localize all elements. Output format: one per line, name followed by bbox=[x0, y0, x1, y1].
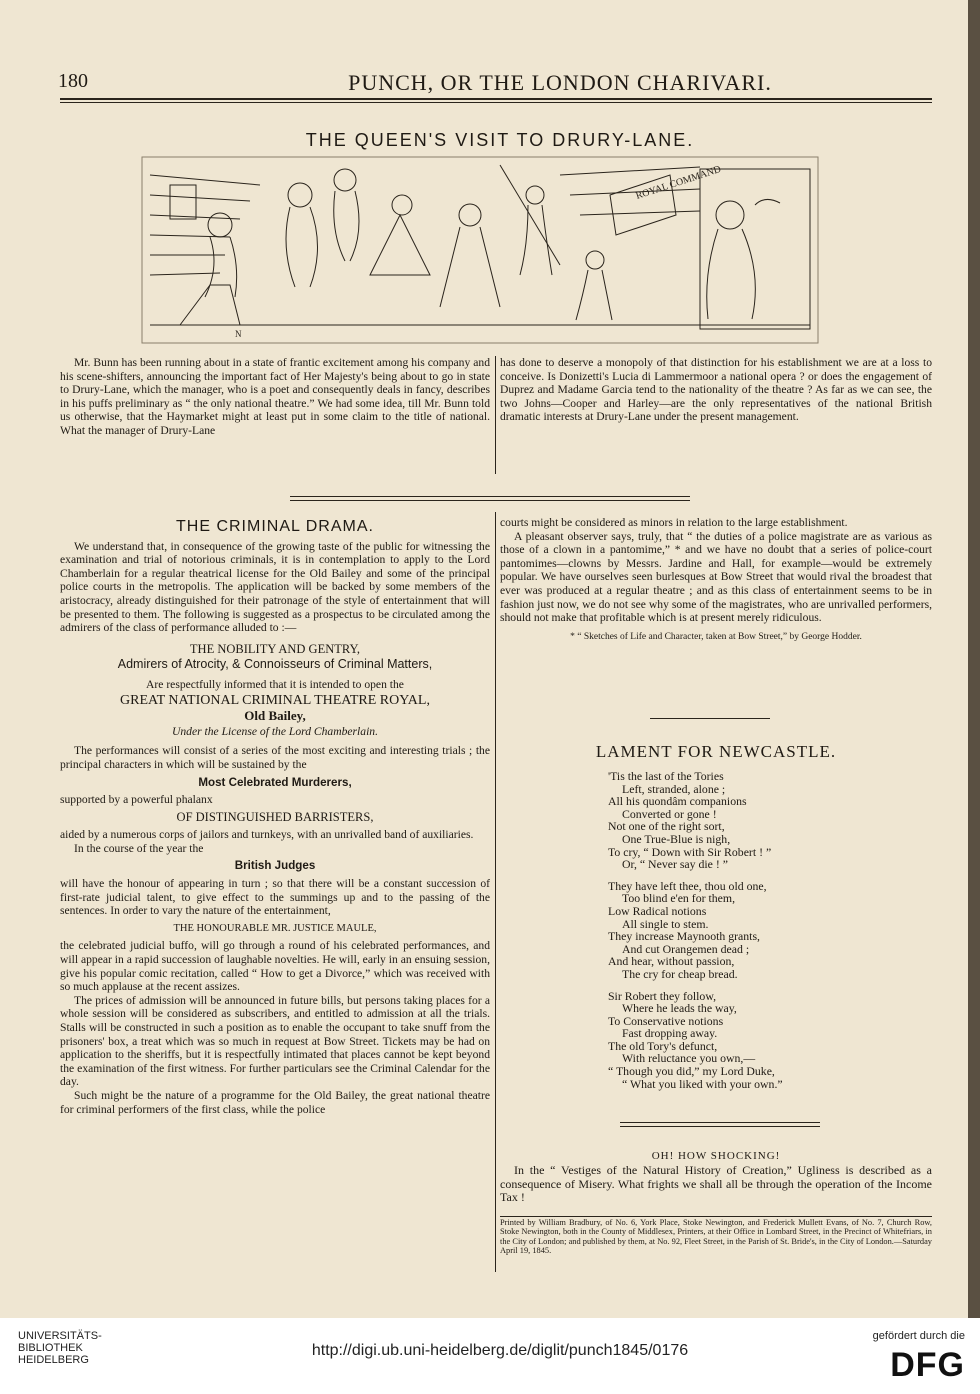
poem-line: Left, stranded, alone ; bbox=[622, 781, 726, 796]
poem-line: Sir Robert they follow, bbox=[608, 988, 717, 1003]
bill-line-3: Are respectfully informed that it is intended to open the bbox=[146, 677, 404, 691]
column-divider-main bbox=[495, 512, 496, 1272]
criminal-drama-p6: will have the honour of appearing in turn ; so that there will be a constant succession of first-rate judicial talent, to give effect to the summings up and to the passing of the sentences. In order to vary the nature of the entertainment, bbox=[60, 877, 490, 918]
bill-line-4: GREAT NATIONAL CRIMINAL THEATRE ROYAL, bbox=[120, 692, 430, 708]
poem-line: All his quondâm companions bbox=[608, 794, 747, 809]
poem-line: 'Tis the last of the Tories bbox=[608, 769, 724, 783]
section-rule-thin bbox=[290, 500, 690, 501]
header-rule bbox=[60, 98, 932, 100]
imprint-rule bbox=[500, 1216, 932, 1217]
criminal-drama-p1: We understand that, in consequence of the growing taste of the public for witnessing the examination and trial of notorious criminals, it is in contemplation to apply to the Lord Chamberlain for a regular theatrical license for the Old Bailey and some of the principal police courts in the metropolis. The application will be backed by some members of the aristocracy, already distinguished for their patronage of the style of entertainment that will be presented to them. The following is suggested as a prospectus to be circulated among the admirers of the class of performance alluded to :— bbox=[60, 539, 490, 635]
cartoon-caption: THE QUEEN'S VISIT TO DRURY-LANE. bbox=[305, 130, 695, 150]
dfg-logo[interactable]: DFG bbox=[890, 1346, 965, 1384]
bill-line-2: Admirers of Atrocity, & Connoisseurs of Criminal Matters, bbox=[117, 657, 433, 672]
poem-line: “ Though you did,” my Lord Duke, bbox=[608, 1064, 775, 1079]
poem-line: One True-Blue is nigh, bbox=[622, 831, 731, 846]
intro-right-column bbox=[500, 356, 932, 424]
poem-line: Fast dropping away. bbox=[622, 1026, 718, 1041]
criminal-drama-p8: The prices of admission will be announced in future bills, but persons taking places for a whole session will be considered as subscribers, and entitled to admission at all the trials. Stalls will be constructed in such a position as to enable the occupant to take snuff from the prisoners' box, a treat which was so much in request at Bow Street. Tickets may be had on application to the sheriffs, but it is respectfully intimated that places cannot be kept beyond the examination of the first witness. For further particulars see the Criminal Calendar for the day. bbox=[60, 993, 490, 1089]
criminal-drama-p3: supported by a powerful phalanx bbox=[60, 793, 213, 807]
bill-line-1: THE NOBILITY AND GENTRY, bbox=[189, 641, 361, 656]
poem-line: Too blind e'en for them, bbox=[622, 891, 736, 906]
lament-stanza bbox=[608, 880, 928, 981]
poem-line: To cry, “ Down with Sir Robert ! ” bbox=[608, 844, 772, 859]
lament-stanza bbox=[608, 990, 928, 1091]
poem-line: Or, “ Never say die ! ” bbox=[622, 857, 728, 872]
bill-line-6: Under the License of the Lord Chamberlain. bbox=[172, 724, 378, 738]
cartoon-illustration bbox=[140, 155, 820, 345]
shocking-body: In the “ Vestiges of the Natural History of Creation,” Ugliness is described as a consequence of Misery. What frights we shall all be through the operation of the Income Tax ! bbox=[500, 1163, 932, 1205]
criminal-drama-column bbox=[60, 520, 490, 1116]
poem-line: And hear, without passion, bbox=[608, 954, 735, 969]
intro-left-text: Mr. Bunn has been running about in a state of frantic excitement among his company and his scene-shifters, announcing the important fact of Her Majesty's being about to go in state to Drury-Lane, which the manager, who is a poet and consequently deals in fancy, describes in his puffs preliminary as “ the only national theatre.” We had some idea, till Mr. Bunn told us otherwise, that the Haymarket might at least put in some claim to the title of national. What the manager of Drury-Lane bbox=[60, 356, 490, 437]
lament-poem bbox=[608, 770, 928, 1090]
shocking-title: OH! HOW SHOCKING! bbox=[651, 1150, 781, 1162]
criminal-drama-p4: aided by a numerous corps of jailors and turnkeys, with an unrivalled band of auxiliaries. bbox=[60, 828, 474, 842]
library-logo-line: HEIDELBERG bbox=[18, 1354, 89, 1366]
right-column-continued bbox=[500, 516, 932, 644]
bill-line-10: THE HONOURABLE MR. JUSTICE MAULE, bbox=[173, 922, 377, 934]
bill-line-5: Old Bailey, bbox=[244, 708, 306, 724]
lament-title: LAMENT FOR NEWCASTLE. bbox=[595, 742, 837, 761]
artist-signature: N bbox=[235, 329, 242, 339]
poem-line: Converted or gone ! bbox=[622, 806, 717, 821]
column-divider bbox=[495, 356, 496, 474]
poem-line: They have left thee, thou old one, bbox=[608, 878, 767, 893]
running-title: PUNCH, OR THE LONDON CHARIVARI. bbox=[348, 70, 772, 95]
shocking-body-wrap bbox=[500, 1164, 932, 1205]
poem-line: All single to stem. bbox=[622, 916, 709, 931]
section-rule bbox=[290, 496, 690, 497]
funded-by-label: gefördert durch die bbox=[872, 1330, 965, 1342]
poem-line: Low Radical notions bbox=[608, 903, 707, 918]
footnote: * “ Sketches of Life and Character, taken at Bow Street,” by George Hodder. bbox=[570, 631, 862, 642]
bill-line-7: Most Celebrated Murderers, bbox=[198, 775, 352, 789]
criminal-drama-p7: the celebrated judicial buffo, will go through a round of his celebrated performances, and will appear in a rapid succession of laughable novelties. He will, early in an ensuing session, give his popular comic recitation, called “ How to get a Divorce,” which was received with so much applause at the recent assizes. bbox=[60, 939, 490, 994]
imprint: Printed by William Bradbury, of No. 6, York Place, Stoke Newington, and Frederick Mullett Evans, of No. 7, Church Row, Stoke Newington, both in the County of Middlesex, Printers, at their Office in Lombard Street, in the Precinct of Whitefriars, in the City of London; and published by them, at No. 92, Fleet Street, in the Parish of St. Bride's, in the City of London.—Saturday April 19, 1845. bbox=[500, 1218, 932, 1256]
library-logo-line: BIBLIOTHEK bbox=[18, 1342, 83, 1354]
bill-line-8: OF DISTINGUISHED BARRISTERS, bbox=[176, 809, 374, 824]
poem-line: The old Tory's defunct, bbox=[608, 1038, 718, 1053]
criminal-drama-p2: The performances will consist of a series of the most exciting and interesting trials ; the principal characters in which will be sustained by the bbox=[60, 744, 490, 771]
library-logo-line: UNIVERSITÄTS- bbox=[18, 1330, 102, 1342]
permalink-url[interactable]: http://digi.ub.uni-heidelberg.de/diglit/punch1845/0176 bbox=[311, 1342, 689, 1359]
intro-right-text: has done to deserve a monopoly of that distinction for his establishment we are at a loss to conceive. Is Donizetti's Lucia di Lammermoor a national opera ? or does the engagement of Duprez and Madame Garcia tend to the nationality of the theatre ? As far as we can see, the two Johns—Cooper and Harley—are the only representatives of the national British dramatic interests at Drury-Lane under the present management. bbox=[500, 356, 932, 424]
poem-line: They increase Maynooth grants, bbox=[608, 929, 761, 944]
poem-line: Not one of the right sort, bbox=[608, 819, 725, 834]
poem-line: The cry for cheap bread. bbox=[622, 966, 738, 981]
criminal-drama-p9: Such might be the nature of a programme for the Old Bailey, the great national theatre for criminal performers of the first class, while the police bbox=[60, 1088, 490, 1116]
section-rule-double bbox=[620, 1122, 820, 1123]
page-number: 180 bbox=[58, 70, 88, 92]
poem-line: Where he leads the way, bbox=[622, 1001, 737, 1016]
royal-command-sign: ROYAL COMMAND bbox=[634, 163, 723, 202]
poem-line: To Conservative notions bbox=[608, 1013, 724, 1028]
poem-line: And cut Orangemen dead ; bbox=[622, 941, 750, 956]
library-logo[interactable] bbox=[18, 1330, 102, 1366]
intro-left-column bbox=[60, 356, 490, 438]
poem-line: “ What you liked with your own.” bbox=[622, 1076, 783, 1091]
criminal-drama-p10: courts might be considered as minors in relation to the large establishment. bbox=[500, 516, 848, 529]
book-spine-edge bbox=[968, 0, 980, 1318]
section-rule-short bbox=[650, 718, 770, 719]
bill-line-9: British Judges bbox=[234, 859, 316, 873]
criminal-drama-p5: In the course of the year the bbox=[74, 841, 204, 855]
lament-stanza bbox=[608, 770, 928, 871]
header-rule-thin bbox=[60, 102, 932, 103]
section-rule-double-thin bbox=[620, 1126, 820, 1127]
criminal-drama-title: THE CRIMINAL DRAMA. bbox=[176, 518, 374, 535]
criminal-drama-p11: A pleasant observer says, truly, that “ the duties of a police magistrate are as various as those of a clown in a pantomime,” * and we have no doubt that a series of police-court pantomimes—clowns by Messrs. Jardine and Hall, for example—would be extremely popular. We have ourselves seen burlesques at Bow Street that would rival the broadest that ever was produced at a regular theatre ; and as this class of entertainment seems to be in fashion just now, we do not see why some of the magistrates, who are unrivalled performers, should not make that profitable which is at present merely ridiculous. bbox=[500, 529, 932, 625]
poem-line: With reluctance you own,— bbox=[622, 1051, 756, 1066]
